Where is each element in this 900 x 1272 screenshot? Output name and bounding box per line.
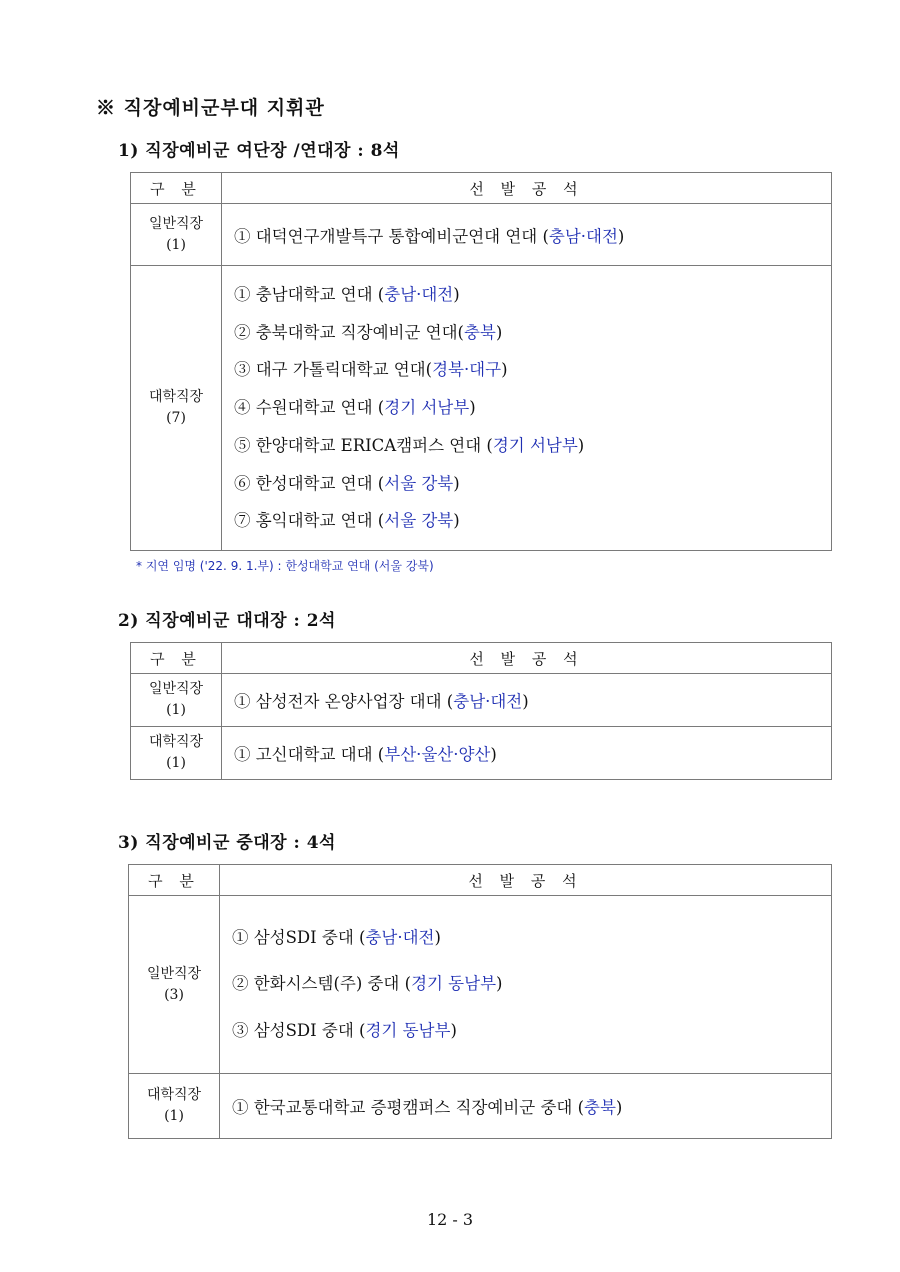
section-1-table	[130, 172, 832, 551]
document-title: ※ 직장예비군부대 지휘관	[96, 97, 325, 119]
list-item: ① 삼성전자 온양사업장 대대 (충남·대전)	[234, 692, 529, 711]
table-header-row	[131, 173, 832, 204]
table-header-row	[131, 643, 832, 674]
category-count: (1)	[166, 702, 186, 718]
list-item: ① 대덕연구개발특구 통합예비군연대 연대 (충남·대전)	[234, 226, 625, 246]
category-cell	[131, 674, 222, 727]
table-row	[129, 896, 832, 1074]
category-cell	[131, 727, 222, 780]
category-count: (1)	[164, 1108, 184, 1124]
list-item: ① 삼성SDI 중대 (충남·대전)	[232, 927, 441, 947]
items-cell	[222, 204, 832, 266]
items-cell	[222, 266, 832, 551]
list-item: ① 한국교통대학교 증평캠퍼스 직장예비군 중대 (충북)	[232, 1098, 623, 1117]
list-item: ④ 수원대학교 연대 (경기 서남부)	[234, 398, 476, 418]
section-1-title: 1) 직장예비군 여단장 /연대장 : 8석	[118, 141, 400, 161]
table-header-row	[129, 865, 832, 896]
section-2-title: 2) 직장예비군 대대장 : 2석	[118, 611, 336, 631]
category-label: 대학직장	[148, 734, 204, 750]
list-item: ① 충남대학교 연대 (충남·대전)	[234, 285, 460, 305]
items-cell	[220, 896, 832, 1074]
category-cell	[131, 266, 222, 551]
list-item: ③ 삼성SDI 중대 (경기 동남부)	[232, 1020, 457, 1040]
table-row	[131, 674, 832, 727]
category-count: (1)	[166, 755, 186, 771]
list-item: ② 한화시스템(주) 중대 (경기 동남부)	[232, 974, 503, 994]
category-count: (7)	[166, 410, 186, 426]
header-vacancies: 선 발 공 석	[222, 643, 832, 674]
items-cell	[222, 727, 832, 780]
page-number: 12 - 3	[426, 1210, 474, 1229]
category-cell	[129, 1074, 220, 1139]
category-label: 일반직장	[148, 215, 204, 232]
category-cell	[129, 896, 220, 1074]
category-cell	[131, 204, 222, 266]
category-label: 일반직장	[148, 681, 204, 697]
list-item: ⑥ 한성대학교 연대 (서울 강북)	[234, 473, 460, 493]
list-item: ⑤ 한양대학교 ERICA캠퍼스 연대 (경기 서남부)	[234, 435, 585, 455]
list-item: ③ 대구 가톨릭대학교 연대(경북·대구)	[234, 360, 508, 380]
table-row	[131, 204, 832, 266]
items-cell	[222, 674, 832, 727]
table-row	[131, 266, 832, 551]
category-count: (3)	[164, 986, 184, 1003]
category-label: 일반직장	[146, 965, 202, 982]
header-category: 구 분	[131, 173, 222, 204]
footnote: * 지연 임명 ('22. 9. 1.부) : 한성대학교 연대 (서울 강북)	[136, 559, 434, 573]
category-label: 대학직장	[148, 389, 204, 405]
list-item: ② 충북대학교 직장예비군 연대(충북)	[234, 322, 503, 342]
section-3-title: 3) 직장예비군 중대장 : 4석	[118, 833, 336, 853]
category-label: 대학직장	[146, 1087, 202, 1103]
header-category: 구 분	[129, 865, 220, 896]
header-vacancies: 선 발 공 석	[220, 865, 832, 896]
header-vacancies: 선 발 공 석	[222, 173, 832, 204]
items-cell	[220, 1074, 832, 1139]
header-category: 구 분	[131, 643, 222, 674]
section-2-table	[130, 642, 832, 780]
table-row	[131, 727, 832, 780]
list-item: ① 고신대학교 대대 (부산·울산·양산)	[234, 745, 497, 764]
table-row	[129, 1074, 832, 1139]
list-item: ⑦ 홍익대학교 연대 (서울 강북)	[234, 511, 460, 531]
section-3-table	[128, 864, 832, 1139]
category-count: (1)	[166, 236, 186, 253]
